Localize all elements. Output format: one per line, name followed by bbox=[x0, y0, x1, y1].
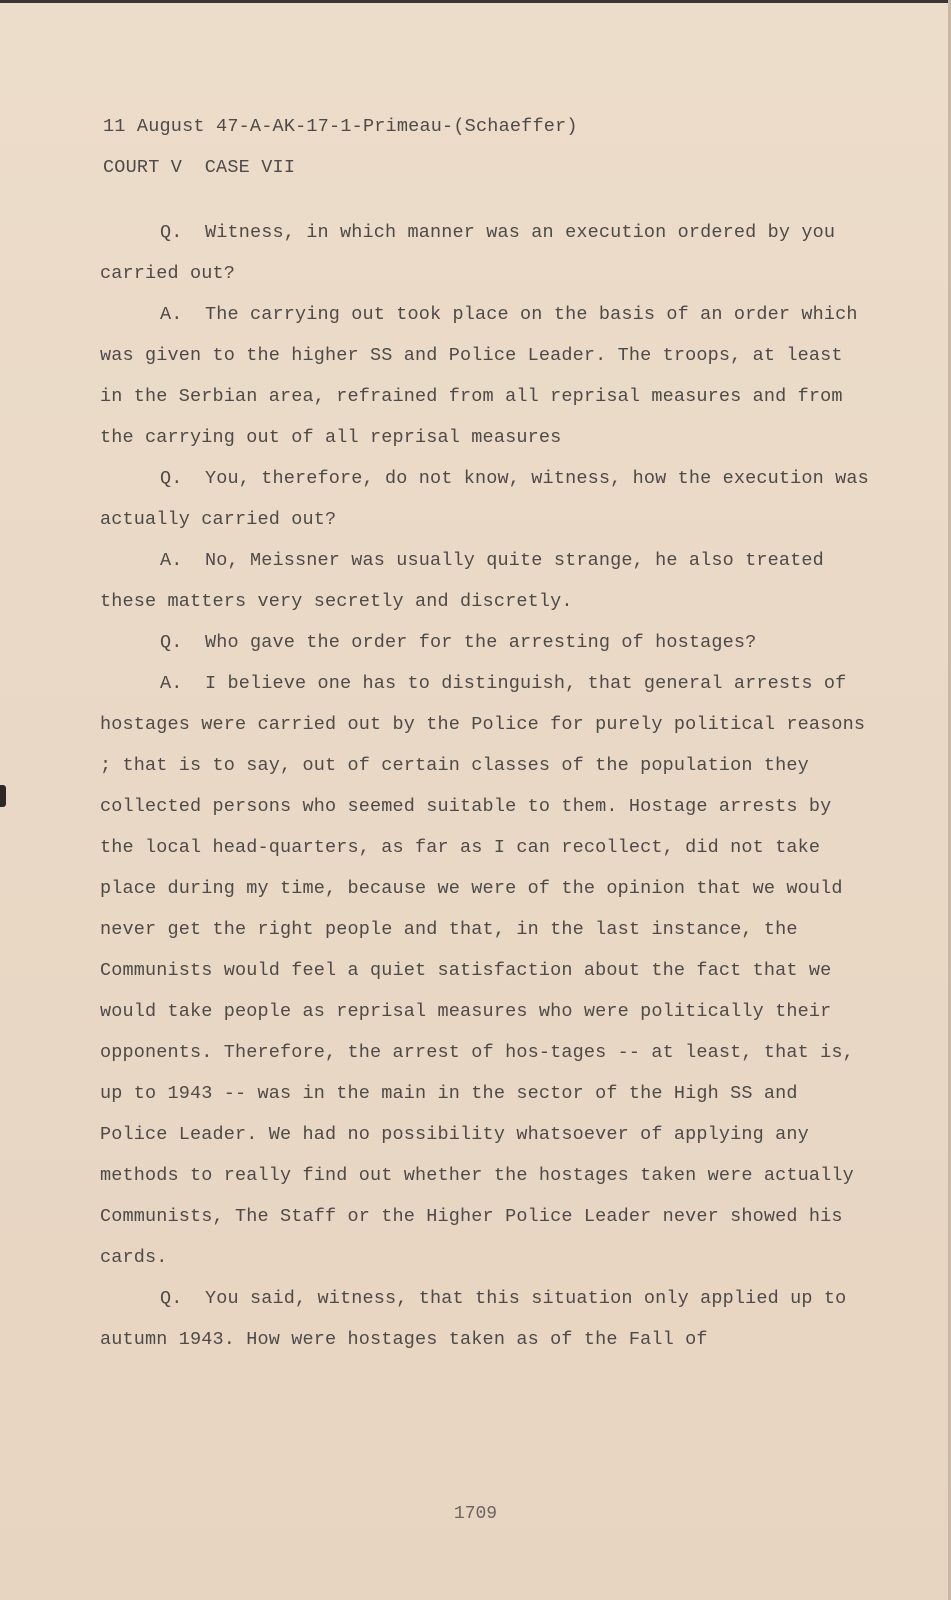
binding-punch-mark bbox=[0, 785, 6, 807]
court-case-line: COURT V CASE VII bbox=[103, 157, 296, 178]
transcript-body bbox=[100, 212, 881, 1360]
transcript-paragraph: Q. Witness, in which manner was an execution ordered by you carried out? bbox=[100, 222, 847, 284]
transcript-paragraph: A. I believe one has to distinguish, that general arrests of hostages were carried out by the Police for purely political reasons ; that is to say, out of certain classes of the population they collected persons who seemed suitable to them. Hostage arrests by the local head-quarters, as far as I can recollect, did not take place during my time, because we were of the opinion that we would never get the right people and that, in the last instance, the Communists would feel a quiet satisfaction about the fact that we would take people as reprisal measures who were politically their opponents. Therefore, the arrest of hos-tages -- at least, that is, up to 1943 -- was in the main in the sector of the High SS and Police Leader. We had no possibility whatsoever of applying any methods to really find out whether the hostages taken were actually Communists, The Staff or the Higher Police Leader never showed his cards. bbox=[100, 673, 877, 1268]
transcript-paragraph: Q. Who gave the order for the arresting of hostages? bbox=[160, 632, 757, 653]
transcript-paragraph: Q. You said, witness, that this situation only applied up to autumn 1943. How were hostages taken as of the Fall of bbox=[100, 1288, 858, 1350]
transcript-paragraph: A. The carrying out took place on the basis of an order which was given to the higher SS and Police Leader. The troops, at least in the Serbian area, refrained from all reprisal measures and from the carrying out of all reprisal measures bbox=[100, 304, 869, 448]
page-top-edge bbox=[0, 0, 951, 3]
transcript-paragraph: A. No, Meissner was usually quite strange, he also treated these matters very secretly and discretly. bbox=[100, 550, 836, 612]
page-number: 1709 bbox=[453, 1504, 498, 1524]
transcript-paragraph: Q. You, therefore, do not know, witness, how the execution was actually carried out? bbox=[100, 468, 881, 530]
document-reference-line: 11 August 47-A-AK-17-1-Primeau-(Schaeffer) bbox=[103, 116, 578, 137]
